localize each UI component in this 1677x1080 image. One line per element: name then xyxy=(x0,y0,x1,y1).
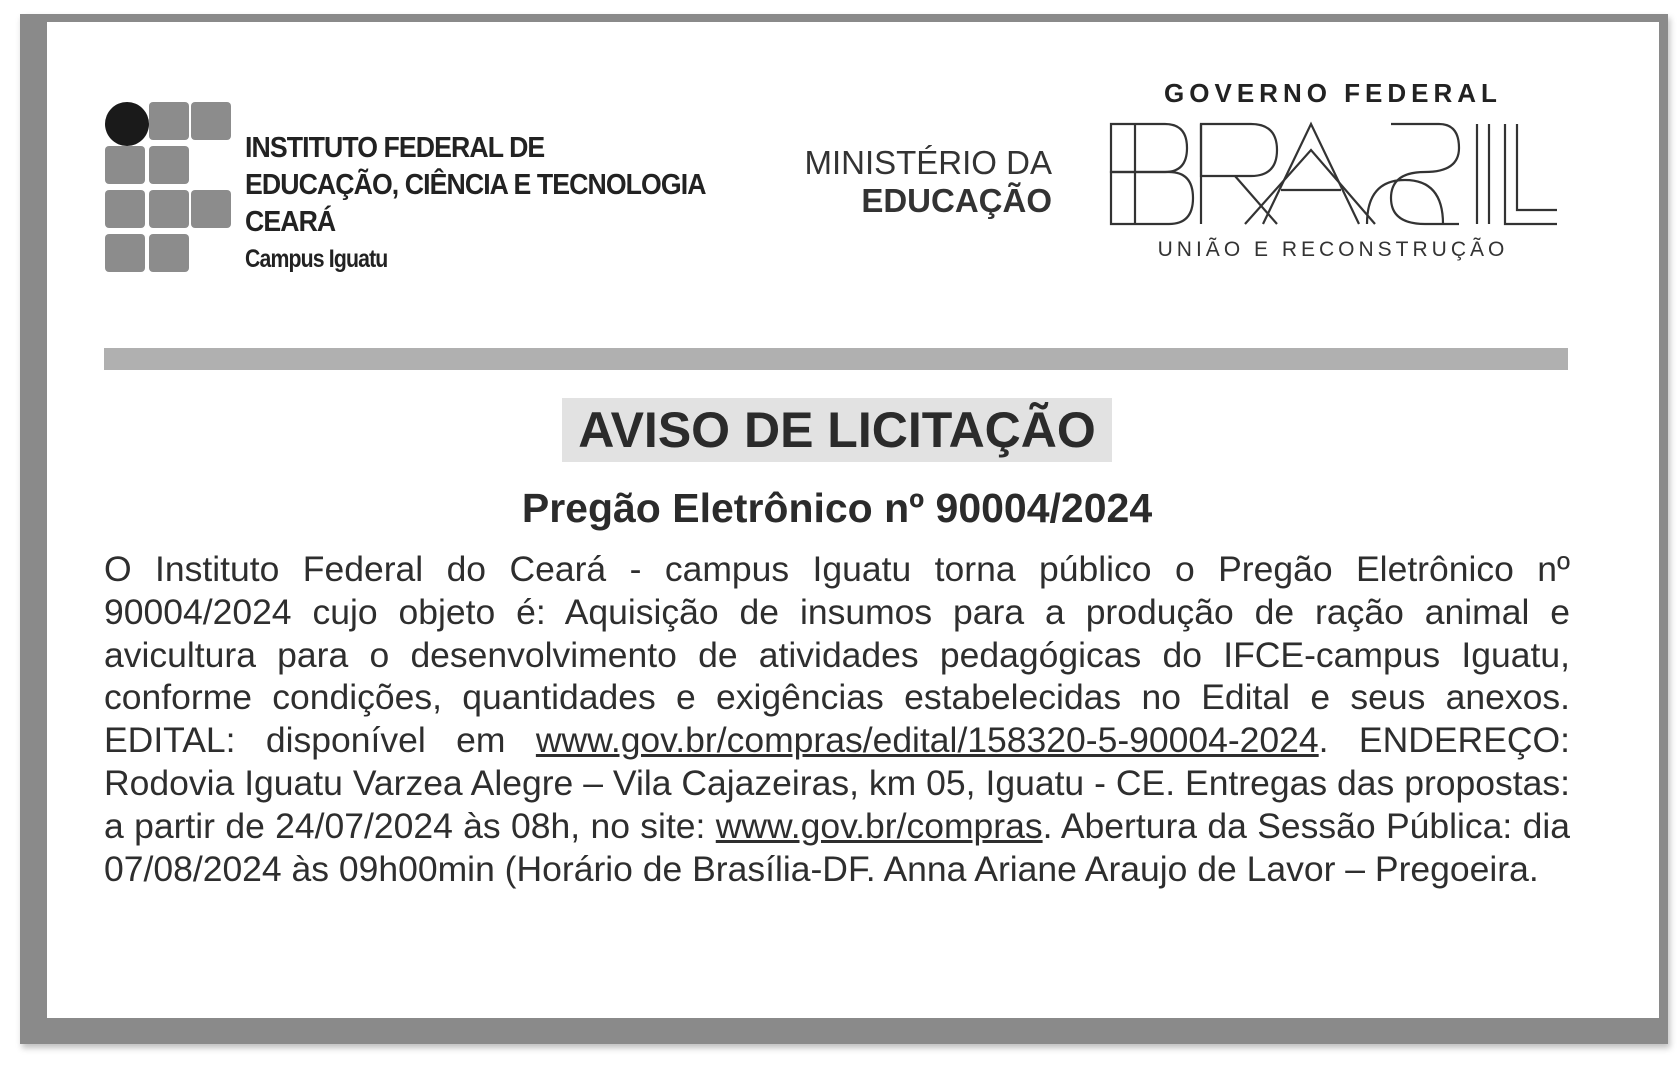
brasil-wordmark-icon xyxy=(1105,120,1561,228)
ifce-logo xyxy=(105,102,245,282)
compras-link[interactable]: www.gov.br/compras xyxy=(715,805,1043,846)
edital-link[interactable]: www.gov.br/compras/edital/158320-5-90004-2024 xyxy=(535,720,1319,761)
campus-name: Campus Iguatu xyxy=(245,245,388,273)
notice-subtitle: Pregão Eletrônico nº 90004/2024 xyxy=(521,485,1153,531)
body-text-3: . Abertura da Sessão Pública: dia 07/08/2024 às 09h00min (Horário de Brasília-DF. Anna Ariane Araujo de Lavor – Pregoeira. xyxy=(104,805,1570,889)
governo-federal-logo xyxy=(1105,78,1561,264)
institute-line-1: INSTITUTO FEDERAL DE xyxy=(245,132,545,164)
logo-circle xyxy=(105,102,149,146)
body-text-1: O Instituto Federal do Ceará - campus Iguatu torna público o Pregão Eletrônico nº 90004/2024 cujo objeto é: Aquisição de insumos para a produção de ração animal e avicultura para o desenvolvimento de atividades pedagógicas do IFCE-campus Iguatu, conforme condições, quantidades e exigências estabelecidas no Edital e seus anexos. EDITAL: disponível em xyxy=(104,549,1570,761)
gov-top-text: GOVERNO FEDERAL xyxy=(1164,78,1502,108)
gov-bottom-text: UNIÃO E RECONSTRUÇÃO xyxy=(1157,238,1509,261)
institute-line-3: CEARÁ xyxy=(245,206,336,238)
ministry-line-1: MINISTÉRIO DA xyxy=(804,144,1052,181)
ministry-line-2: EDUCAÇÃO xyxy=(861,182,1052,219)
institute-line-2: EDUCAÇÃO, CIÊNCIA E TECNOLOGIA xyxy=(245,169,706,201)
notice-title: AVISO DE LICITAÇÃO xyxy=(562,398,1112,462)
body-text-2: . ENDEREÇO: Rodovia Iguatu Varzea Alegre – Vila Cajazeiras, km 05, Iguatu - CE. Entregas das propostas: a partir de 24/07/2024 às 08h, no site: xyxy=(104,720,1570,846)
ministry-label xyxy=(804,144,1052,220)
header-divider xyxy=(104,348,1568,370)
institute-name xyxy=(245,130,746,277)
notice-body xyxy=(104,548,1570,890)
notice-page xyxy=(47,22,1659,1018)
